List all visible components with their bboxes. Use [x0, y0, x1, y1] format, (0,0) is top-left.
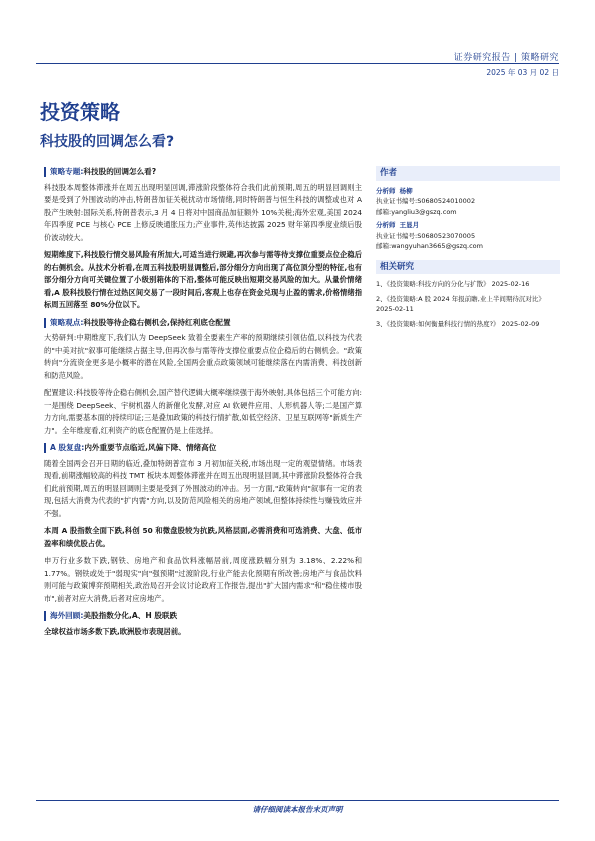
section-text: 科技股的回调怎么看?	[83, 167, 157, 176]
bottom-divider	[36, 800, 559, 801]
analyst-name: 王显月	[399, 221, 420, 229]
related-item[interactable]: 2、《投资策略:A 股 2024 年报前瞻,业上半间期待沉对比》 2025-02-11	[376, 294, 545, 313]
paragraph: 本周 A 股指数全面下跌,科创 50 和微盘股较为抗跌,风格层面,必需消费和可选消费、大盘、低市盈率和绩优股占优。	[44, 526, 362, 548]
main-content	[44, 166, 362, 643]
report-category: 证券研究报告 | 策略研究	[453, 53, 559, 63]
sidebar	[376, 166, 560, 333]
top-divider	[36, 63, 559, 64]
related-heading: 相关研究	[376, 260, 560, 275]
paragraph: 短期维度下,科技股行情交易风险有所加大,可适当进行规避,再次参与需等待支撑位重要点位企稳后的右侧机会。从技术分析看,在周五科技股明显调整后,部分细分方向出现了高位顶分型的特征,也有部分细分方向可关键位置了小级别箱体的下沿,整体可能反映出短期交易风险的加大。从量价情绪看,A 股科技股行情在过热区间交易了一段时间后,客观上也存在资金兑现与止盈的需求,价格情绪指标周五回落至 80%分位以下。	[44, 250, 362, 309]
analyst-card	[376, 220, 560, 252]
analyst-email: 邮箱:yangliu3@gszq.com	[376, 207, 457, 216]
paragraph: 大势研判:中期维度下,我们认为 DeepSeek 致着全要素生产率的预期继续引领估值,以科技为代表的"中美对抗"叙事可能继续占据主导,但再次参与需等待支撑位重要点位企稳后的右侧机会。"政策转向"分流资金更多是小概率的潜在风险,全国两会重点政策领域可能继续落在内需消费、科技创新和防范风险。	[44, 333, 362, 380]
analyst-email: 邮箱:wangyuhan3665@gszq.com	[376, 242, 483, 250]
paragraph: 申万行业多数下跌,钢铁、房地产和食品饮料涨幅居前,周度涨跌幅分别为 3.18%、2.22%和 1.77%。钢铁或处于"弱现实"向"强预期"过渡阶段,行业产能去化预期有所改善;房地产与食品饮料则可能与政策博弈预期相关,政治局召开会议讨论政府工作报告,提出"扩大国内需求"和"稳住楼市股市",前者对应大消费,后者对应房地产。	[44, 556, 362, 603]
section-heading	[44, 317, 362, 330]
report-date: 2025 年 03 月 02 日	[486, 68, 559, 77]
related-item[interactable]: 3、《投资策略:如何衡量科技行情的热度?》 2025-02-09	[376, 319, 540, 328]
section-text: 美股指数分化,A、H 股联跌	[83, 611, 178, 620]
paragraph: 科技股本周整体滞涨并在周五出现明显回调,滞涨阶段整体符合我们此前预期,周五的明显回调则主要是受到了外围波动的冲击,特朗普加征关税扰动市场情绪,同时特朗普与恒生科技的调整或也对 A 股产生映射:国际关系,特朗普表示,3 月 4 日将对中国商品加征额外 10%关税;海外宏观,美国 2024 年四季度 PCE 与核心 PCE 上修反映通胀压力;产业事件,英伟达披露 2025 财年第四季度业绩后股价波动较大。	[44, 182, 362, 242]
page-title: 投资策略	[40, 100, 120, 124]
section-marker	[44, 443, 46, 453]
analyst-cert: 执业证书编号:S0680523070005	[376, 231, 476, 240]
page-subtitle: 科技股的回调怎么看?	[40, 134, 175, 150]
analyst-cert: 执业证书编号:S0680524010002	[376, 197, 476, 205]
section-label: 策略观点:	[50, 317, 84, 327]
section-label: 策略专题:	[50, 167, 84, 176]
related-item[interactable]: 1、《投资策略:科技方向的分化与扩散》 2025-02-16	[376, 280, 530, 288]
section-label: 海外回顾:	[50, 611, 84, 620]
paragraph: 全球权益市场多数下跌,欧洲股市表现居前。	[44, 626, 186, 636]
analyst-role: 分析师	[376, 221, 396, 229]
analyst-card	[376, 186, 560, 218]
section-marker	[44, 318, 46, 328]
section-label: A 股复盘:	[50, 443, 85, 452]
section-heading	[44, 442, 362, 455]
section-marker	[44, 611, 46, 621]
analyst-role: 分析师	[376, 186, 396, 195]
authors-heading: 作者	[376, 166, 560, 181]
section-heading	[44, 610, 362, 623]
section-marker	[44, 167, 46, 177]
section-heading	[44, 166, 362, 179]
paragraph: 配置建议:科技股等待企稳右侧机会,国产替代逻辑大概率继续强于海外映射,具体包括三个可能方向:一是围绕 DeepSeek、宇树机器人的新催化发酵,对应 AI 软硬件应用、人形机器人等;二是国产算力方向,需要基本面的持续印证;三是叠加政策的科技行情扩散,如低空经济、卫星互联网等"新质生产力"。全年维度看,红利资产的底仓配置仍是上佳选择。	[44, 388, 362, 435]
analyst-name: 杨柳	[399, 186, 413, 195]
footer-disclaimer: 请仔细阅读本报告末页声明	[252, 805, 343, 814]
paragraph: 随着全国两会召开日期的临近,叠加特朗普宣布 3 月初加征关税,市场出现一定的观望情绪。市场表现看,前期涨幅较高的科技 TMT 板块本周整体滞涨并在周五出现明显回调,其中滞涨阶段整体符合我们此前预期,周五的明显回调则主要是受到了外围波动的冲击。另一方面,"政策转向"叙事有一定的表现,包括大消费为代表的"扩内需"方向,以及防范风险相关的房地产领域,但整体持续性与赚钱效应并不强。	[44, 458, 362, 518]
section-text: 内外重要节点临近,风偏下降、情绪高位	[84, 443, 217, 452]
section-text: 科技股等待企稳右侧机会,保持红利底仓配置	[83, 317, 231, 327]
